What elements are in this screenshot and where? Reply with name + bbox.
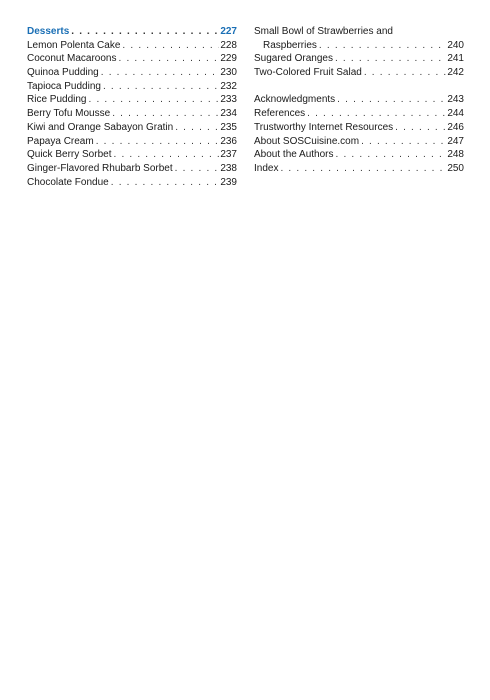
- toc-entry-wrapped-line2[interactable]: [254, 39, 464, 53]
- toc-leader-dots: [119, 52, 220, 66]
- toc-heading-page: 227: [220, 26, 237, 37]
- toc-entry-page: 247: [447, 135, 464, 147]
- toc-leader-dots: [113, 148, 219, 162]
- toc-entry-page: 230: [220, 67, 237, 79]
- toc-entry[interactable]: [27, 66, 237, 80]
- toc-entry-title: Kiwi and Orange Sabayon Gratin: [27, 121, 174, 133]
- toc-heading-title: Desserts: [27, 26, 70, 37]
- toc-leader-dots: [88, 93, 219, 107]
- toc-leader-dots: [175, 162, 220, 176]
- toc-entry-page: 234: [220, 108, 237, 120]
- toc-entry-title: About SOSCuisine.com: [254, 135, 360, 147]
- toc-back-matter: [254, 93, 464, 175]
- toc-entry-title: Papaya Cream: [27, 135, 94, 147]
- toc-entry-page: 237: [220, 149, 237, 161]
- toc-leader-dots: [336, 148, 447, 162]
- toc-leader-dots: [71, 25, 219, 39]
- toc-entry-page: 238: [220, 162, 237, 174]
- toc-leader-dots: [319, 39, 446, 53]
- toc-entry-title: Berry Tofu Mousse: [27, 108, 111, 120]
- toc-leader-dots: [361, 135, 446, 149]
- toc-entry-title: Two-Colored Fruit Salad: [254, 67, 362, 79]
- toc-entry-page: 250: [447, 162, 464, 174]
- toc-entry[interactable]: [27, 148, 237, 162]
- toc-leader-dots: [337, 93, 446, 107]
- toc-entry-title: Chocolate Fondue: [27, 176, 109, 188]
- toc-left-column: [27, 25, 237, 189]
- toc-entry[interactable]: [27, 176, 237, 190]
- toc-entry-wrapped-line1[interactable]: [254, 25, 464, 39]
- toc-entry-page: 228: [220, 39, 237, 51]
- toc-entry-title: Raspberries: [263, 39, 317, 51]
- toc-leader-dots: [112, 107, 219, 121]
- toc-entry-title: Index: [254, 162, 279, 174]
- toc-entry-page: 236: [220, 135, 237, 147]
- toc-leader-dots: [103, 80, 219, 94]
- toc-entry-page: 233: [220, 94, 237, 106]
- toc-entry-title: Coconut Macaroons: [27, 53, 117, 65]
- toc-leader-dots: [335, 52, 446, 66]
- toc-leader-dots: [395, 121, 446, 135]
- toc-right-column: [254, 25, 464, 176]
- toc-entry-title: Quinoa Pudding: [27, 67, 99, 79]
- toc-entry[interactable]: [27, 107, 237, 121]
- toc-entry-page: 240: [447, 39, 464, 51]
- toc-entry-title: Ginger-Flavored Rhubarb Sorbet: [27, 162, 173, 174]
- toc-entry-page: 232: [220, 80, 237, 92]
- toc-entry-title: About the Authors: [254, 149, 334, 161]
- toc-entry-page: 243: [447, 94, 464, 106]
- toc-entry-page: 241: [447, 53, 464, 65]
- toc-entry[interactable]: [27, 121, 237, 135]
- toc-leader-dots: [364, 66, 446, 80]
- toc-leader-dots: [280, 162, 446, 176]
- toc-entry[interactable]: [254, 162, 464, 176]
- toc-leader-dots: [122, 39, 219, 53]
- toc-leader-dots: [307, 107, 446, 121]
- toc-entry-page: 235: [220, 121, 237, 133]
- toc-entry[interactable]: [27, 135, 237, 149]
- toc-entry-page: 229: [220, 53, 237, 65]
- toc-right-entries: [254, 52, 464, 79]
- toc-section-heading[interactable]: [27, 25, 237, 39]
- toc-entry[interactable]: [27, 52, 237, 66]
- toc-entry-title: Rice Pudding: [27, 94, 87, 106]
- toc-entry[interactable]: [254, 135, 464, 149]
- toc-entry-page: 246: [447, 121, 464, 133]
- toc-entry[interactable]: [254, 148, 464, 162]
- toc-spacer: [254, 80, 464, 94]
- toc-entry-title: Trustworthy Internet Resources: [254, 121, 394, 133]
- toc-entry[interactable]: [254, 52, 464, 66]
- toc-entry[interactable]: [27, 93, 237, 107]
- toc-entry[interactable]: [27, 162, 237, 176]
- toc-entry[interactable]: [27, 80, 237, 94]
- toc-entry-page: 242: [447, 67, 464, 79]
- toc-left-entries: [27, 39, 237, 190]
- toc-entry-title: Tapioca Pudding: [27, 80, 101, 92]
- toc-entry-title: References: [254, 108, 306, 120]
- toc-entry[interactable]: [254, 107, 464, 121]
- toc-entry[interactable]: [254, 121, 464, 135]
- toc-leader-dots: [96, 135, 220, 149]
- toc-entry-title: Small Bowl of Strawberries and: [254, 26, 393, 37]
- toc-entry-title: Quick Berry Sorbet: [27, 149, 112, 161]
- toc-entry-title: Lemon Polenta Cake: [27, 39, 121, 51]
- toc-entry-page: 239: [220, 176, 237, 188]
- toc-entry[interactable]: [254, 66, 464, 80]
- toc-leader-dots: [175, 121, 219, 135]
- toc-leader-dots: [111, 176, 220, 190]
- toc-leader-dots: [101, 66, 220, 80]
- toc-entry-title: Acknowledgments: [254, 94, 336, 106]
- toc-entry-page: 248: [447, 149, 464, 161]
- toc-entry[interactable]: [27, 39, 237, 53]
- toc-entry-page: 244: [447, 108, 464, 120]
- toc-entry[interactable]: [254, 93, 464, 107]
- toc-entry-title: Sugared Oranges: [254, 53, 333, 65]
